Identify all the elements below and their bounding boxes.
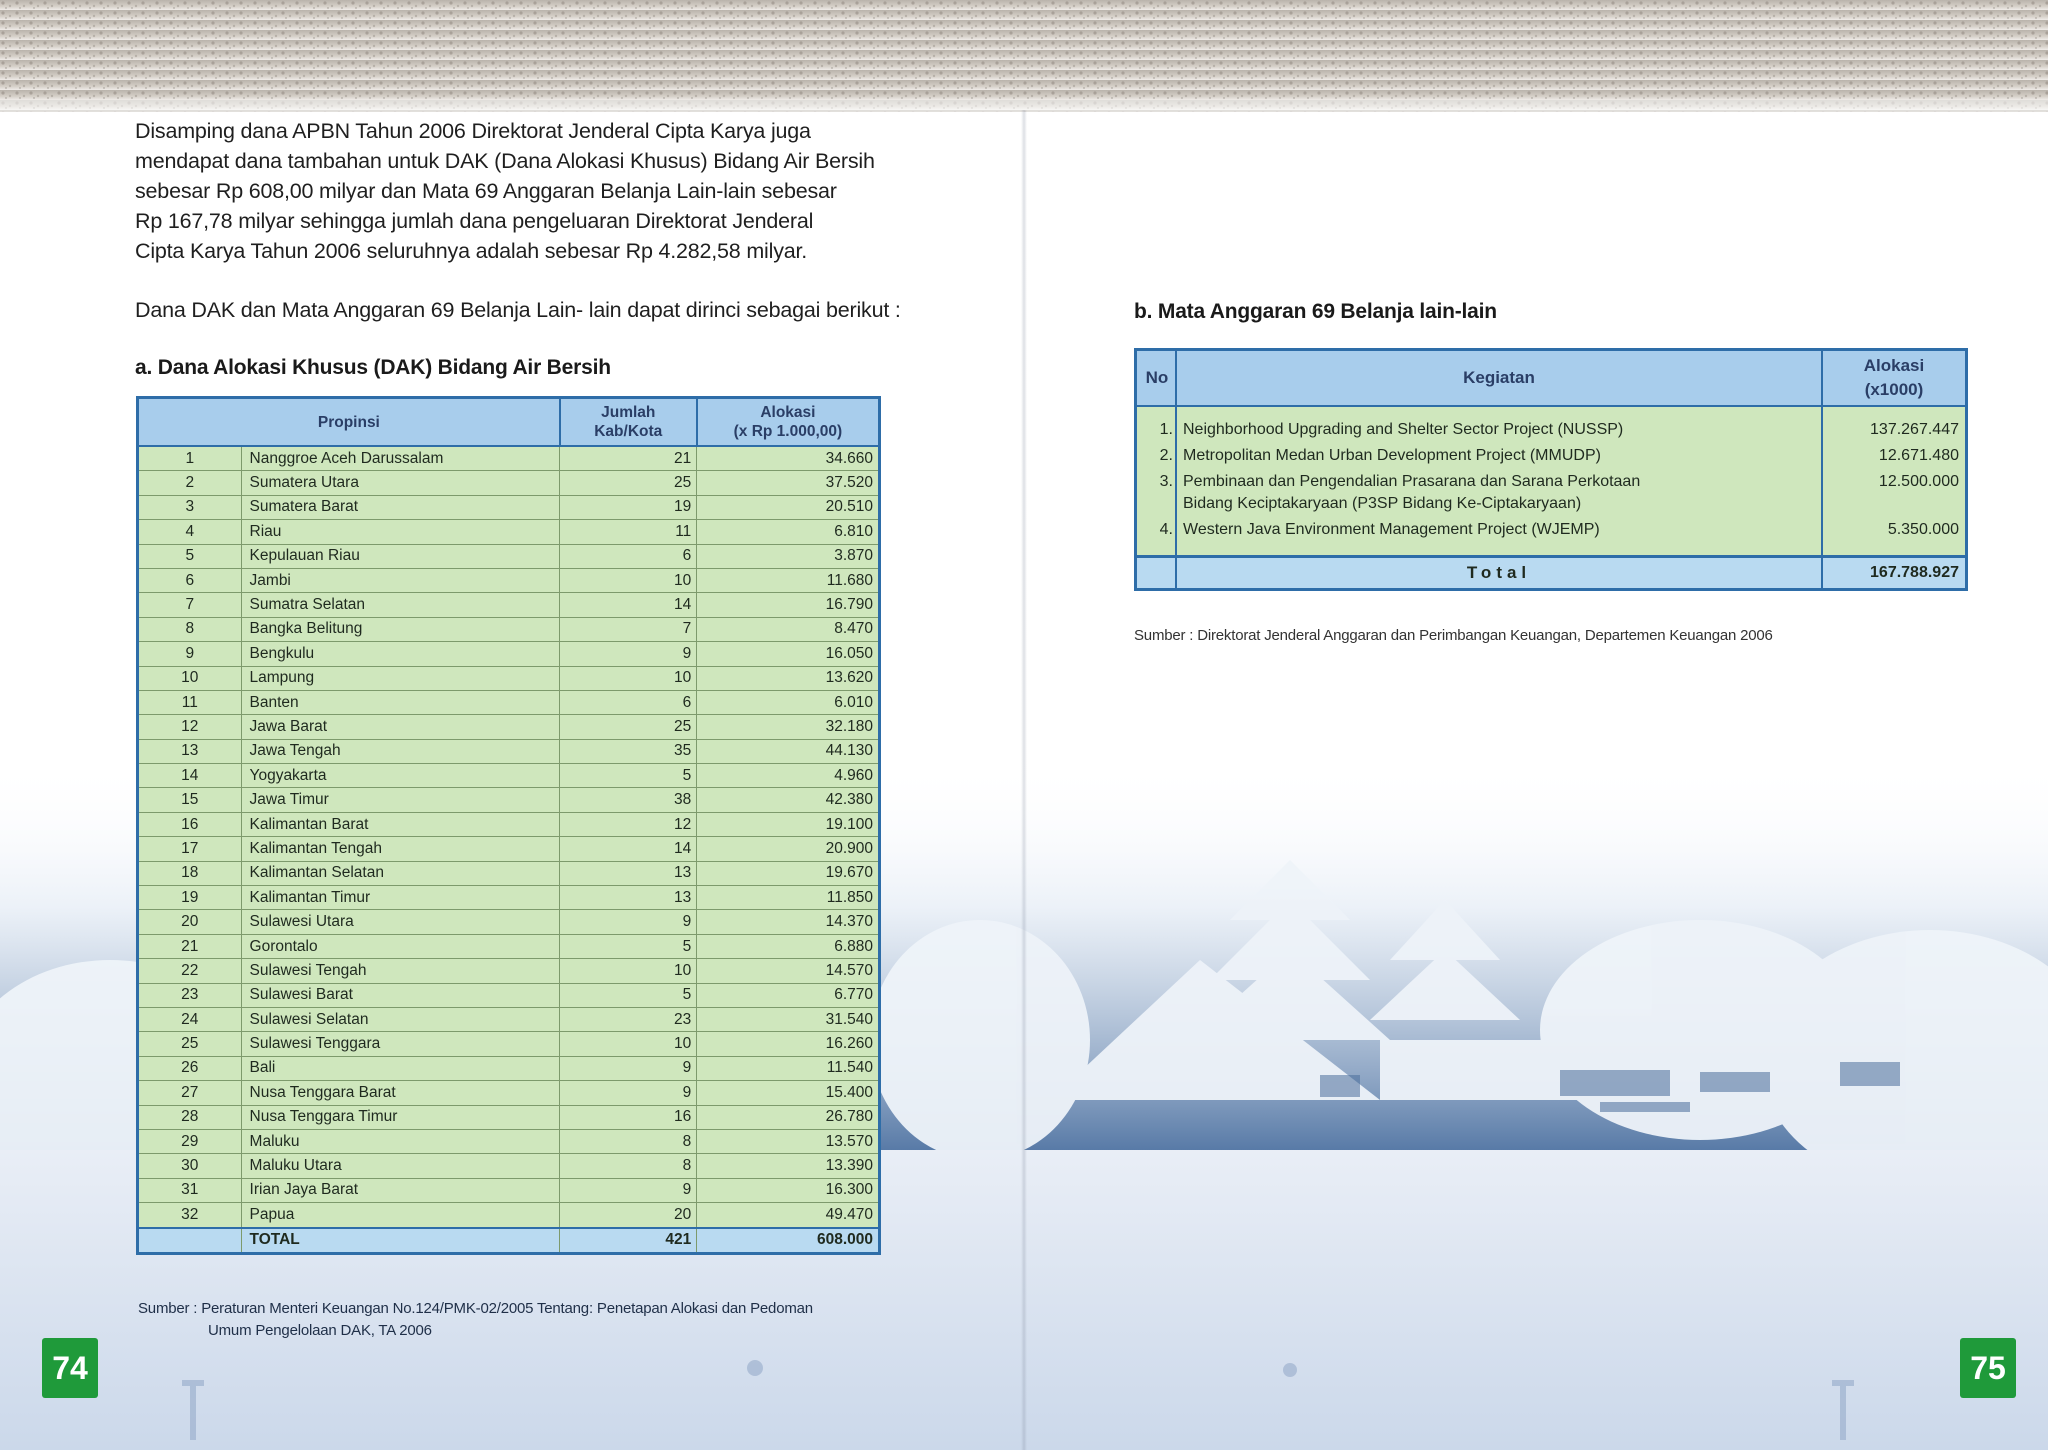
header-alokasi xyxy=(697,398,880,447)
row-propinsi: Lampung xyxy=(241,666,560,690)
row-alokasi: 26.780 xyxy=(697,1105,880,1129)
row-jumlah: 6 xyxy=(560,690,697,714)
row-jumlah: 14 xyxy=(560,593,697,617)
row-propinsi: Jawa Timur xyxy=(241,788,560,812)
row-alokasi: 11.680 xyxy=(697,568,880,592)
row-alokasi: 4.960 xyxy=(697,764,880,788)
table-row xyxy=(1136,469,1967,517)
row-alokasi: 5.350.000 xyxy=(1822,517,1967,557)
row-alokasi: 16.260 xyxy=(697,1032,880,1056)
intro-line: sebesar Rp 608,00 milyar dan Mata 69 Anggaran Belanja Lain-lain sebesar xyxy=(135,179,837,203)
belanja-table-header xyxy=(1136,350,1967,407)
row-kegiatan-line1: Metropolitan Medan Urban Development Project (MMUDP) xyxy=(1183,447,1601,464)
row-alokasi: 6.770 xyxy=(697,983,880,1007)
row-no: 5 xyxy=(138,544,242,568)
total-spacer xyxy=(1136,557,1177,590)
row-no: 23 xyxy=(138,983,242,1007)
row-no: 7 xyxy=(138,593,242,617)
table-row xyxy=(138,959,880,983)
table-row xyxy=(138,1032,880,1056)
table-row xyxy=(138,617,880,641)
row-propinsi: Sulawesi Tenggara xyxy=(241,1032,560,1056)
row-propinsi: Sumatera Utara xyxy=(241,471,560,495)
dak-table xyxy=(136,396,881,1255)
row-no: 12 xyxy=(138,715,242,739)
row-no: 2 xyxy=(138,471,242,495)
row-propinsi: Nusa Tenggara Barat xyxy=(241,1081,560,1105)
table-row xyxy=(138,812,880,836)
row-jumlah: 8 xyxy=(560,1129,697,1153)
section-b-title: b. Mata Anggaran 69 Belanja lain-lain xyxy=(1134,300,1497,323)
row-propinsi: Kalimantan Barat xyxy=(241,812,560,836)
total-label: Total xyxy=(1176,557,1822,590)
row-jumlah: 9 xyxy=(560,910,697,934)
row-alokasi: 42.380 xyxy=(697,788,880,812)
row-kegiatan-line2: Bidang Keciptakaryaan (P3SP Bidang Ke-Ciptakaryaan) xyxy=(1183,495,1582,512)
row-propinsi: Sulawesi Selatan xyxy=(241,1007,560,1031)
section-a-title: a. Dana Alokasi Khusus (DAK) Bidang Air Bersih xyxy=(135,356,611,379)
row-no: 20 xyxy=(138,910,242,934)
row-jumlah: 7 xyxy=(560,617,697,641)
table-row xyxy=(138,934,880,958)
dak-table-header xyxy=(138,398,880,447)
row-no: 1. xyxy=(1136,417,1177,443)
row-jumlah: 35 xyxy=(560,739,697,763)
total-row xyxy=(1136,557,1967,590)
row-jumlah: 11 xyxy=(560,520,697,544)
row-jumlah: 16 xyxy=(560,1105,697,1129)
table-row xyxy=(1136,417,1967,443)
row-propinsi: Kalimantan Selatan xyxy=(241,861,560,885)
row-kegiatan xyxy=(1176,469,1822,517)
row-kegiatan xyxy=(1176,417,1822,443)
row-alokasi: 16.050 xyxy=(697,642,880,666)
row-no: 21 xyxy=(138,934,242,958)
row-no: 3. xyxy=(1136,469,1177,517)
row-alokasi: 8.470 xyxy=(697,617,880,641)
row-propinsi: Jawa Tengah xyxy=(241,739,560,763)
row-kegiatan-line1: Western Java Environment Management Project (WJEMP) xyxy=(1183,521,1600,538)
row-kegiatan-line1: Neighborhood Upgrading and Shelter Sector Project (NUSSP) xyxy=(1183,421,1624,438)
row-alokasi: 34.660 xyxy=(697,446,880,471)
spacer-cell xyxy=(1136,406,1177,417)
table-row xyxy=(138,1007,880,1031)
row-no: 30 xyxy=(138,1154,242,1178)
row-no: 6 xyxy=(138,568,242,592)
row-no: 3 xyxy=(138,495,242,519)
source-a-line1: Sumber : Peraturan Menteri Keuangan No.124/PMK-02/2005 Tentang: Penetapan Alokasi dan Pedoman xyxy=(138,1300,813,1317)
row-no: 18 xyxy=(138,861,242,885)
page-number-left: 74 xyxy=(42,1338,98,1398)
row-alokasi: 6.810 xyxy=(697,520,880,544)
row-alokasi: 16.300 xyxy=(697,1178,880,1202)
row-alokasi: 14.370 xyxy=(697,910,880,934)
row-no: 26 xyxy=(138,1056,242,1080)
row-jumlah: 19 xyxy=(560,495,697,519)
row-alokasi: 31.540 xyxy=(697,1007,880,1031)
row-no: 24 xyxy=(138,1007,242,1031)
row-alokasi: 19.670 xyxy=(697,861,880,885)
table-row xyxy=(138,666,880,690)
row-no: 11 xyxy=(138,690,242,714)
total-alokasi: 167.788.927 xyxy=(1822,557,1967,590)
row-alokasi: 6.880 xyxy=(697,934,880,958)
row-no: 31 xyxy=(138,1178,242,1202)
table-row xyxy=(138,1203,880,1228)
row-jumlah: 14 xyxy=(560,837,697,861)
row-propinsi: Riau xyxy=(241,520,560,544)
header-alokasi-b xyxy=(1822,350,1967,407)
row-no: 4. xyxy=(1136,517,1177,557)
table-row xyxy=(138,690,880,714)
row-jumlah: 13 xyxy=(560,886,697,910)
row-jumlah: 20 xyxy=(560,1203,697,1228)
row-no: 25 xyxy=(138,1032,242,1056)
row-alokasi: 13.390 xyxy=(697,1154,880,1178)
row-jumlah: 10 xyxy=(560,959,697,983)
belanja-table-body xyxy=(1136,406,1967,590)
table-row xyxy=(138,471,880,495)
lead-text: Dana DAK dan Mata Anggaran 69 Belanja Lain- lain dapat dirinci sebagai berikut : xyxy=(135,298,901,322)
row-propinsi: Kalimantan Tengah xyxy=(241,837,560,861)
header-alokasi-line1: Alokasi xyxy=(760,404,816,421)
row-propinsi: Bali xyxy=(241,1056,560,1080)
total-row xyxy=(138,1228,880,1254)
row-jumlah: 9 xyxy=(560,1056,697,1080)
row-propinsi: Nanggroe Aceh Darussalam xyxy=(241,446,560,471)
row-propinsi: Sulawesi Tengah xyxy=(241,959,560,983)
total-spacer xyxy=(138,1228,242,1254)
intro-line: mendapat dana tambahan untuk DAK (Dana Alokasi Khusus) Bidang Air Bersih xyxy=(135,149,875,173)
table-row xyxy=(1136,443,1967,469)
row-no: 8 xyxy=(138,617,242,641)
row-no: 10 xyxy=(138,666,242,690)
row-no: 28 xyxy=(138,1105,242,1129)
row-no: 19 xyxy=(138,886,242,910)
row-jumlah: 38 xyxy=(560,788,697,812)
row-no: 27 xyxy=(138,1081,242,1105)
row-propinsi: Irian Jaya Barat xyxy=(241,1178,560,1202)
row-propinsi: Yogyakarta xyxy=(241,764,560,788)
row-propinsi: Kalimantan Timur xyxy=(241,886,560,910)
row-no: 22 xyxy=(138,959,242,983)
row-alokasi: 19.100 xyxy=(697,812,880,836)
row-no: 29 xyxy=(138,1129,242,1153)
row-jumlah: 9 xyxy=(560,642,697,666)
row-jumlah: 25 xyxy=(560,715,697,739)
row-propinsi: Papua xyxy=(241,1203,560,1228)
intro-line: Disamping dana APBN Tahun 2006 Direktorat Jenderal Cipta Karya juga xyxy=(135,119,811,143)
row-propinsi: Sumatra Selatan xyxy=(241,593,560,617)
row-kegiatan xyxy=(1176,517,1822,557)
row-propinsi: Bangka Belitung xyxy=(241,617,560,641)
table-row xyxy=(138,642,880,666)
row-no: 1 xyxy=(138,446,242,471)
row-no: 13 xyxy=(138,739,242,763)
table-row xyxy=(138,886,880,910)
row-propinsi: Sulawesi Barat xyxy=(241,983,560,1007)
row-jumlah: 5 xyxy=(560,934,697,958)
page-gutter xyxy=(1021,110,1027,1450)
row-no: 16 xyxy=(138,812,242,836)
row-no: 32 xyxy=(138,1203,242,1228)
row-propinsi: Sulawesi Utara xyxy=(241,910,560,934)
table-row xyxy=(138,1081,880,1105)
row-alokasi: 13.570 xyxy=(697,1129,880,1153)
row-jumlah: 10 xyxy=(560,1032,697,1056)
header-alokasi-b-line1: Alokasi xyxy=(1863,356,1925,375)
header-no: No xyxy=(1136,350,1177,407)
row-no: 14 xyxy=(138,764,242,788)
row-no: 4 xyxy=(138,520,242,544)
header-jumlah-line2: Kab/Kota xyxy=(594,423,663,440)
table-row xyxy=(138,1129,880,1153)
table-row xyxy=(138,861,880,885)
source-b: Sumber : Direktorat Jenderal Anggaran dan Perimbangan Keuangan, Departemen Keuangan 2006 xyxy=(1134,627,1773,644)
row-jumlah: 5 xyxy=(560,983,697,1007)
row-no: 17 xyxy=(138,837,242,861)
row-alokasi: 12.500.000 xyxy=(1822,469,1967,517)
row-jumlah: 23 xyxy=(560,1007,697,1031)
row-alokasi: 16.790 xyxy=(697,593,880,617)
row-propinsi: Nusa Tenggara Timur xyxy=(241,1105,560,1129)
row-jumlah: 13 xyxy=(560,861,697,885)
table-row xyxy=(138,544,880,568)
table-row xyxy=(138,520,880,544)
row-kegiatan-line1: Pembinaan dan Pengendalian Prasarana dan Sarana Perkotaan xyxy=(1183,473,1641,490)
row-jumlah: 21 xyxy=(560,446,697,471)
table-row xyxy=(138,764,880,788)
header-alokasi-b-line2: (x1000) xyxy=(1864,380,1924,399)
header-jumlah-line1: Jumlah xyxy=(601,404,656,421)
row-alokasi: 11.850 xyxy=(697,886,880,910)
row-propinsi: Jawa Barat xyxy=(241,715,560,739)
row-alokasi: 32.180 xyxy=(697,715,880,739)
table-row xyxy=(138,1154,880,1178)
row-jumlah: 10 xyxy=(560,666,697,690)
row-jumlah: 25 xyxy=(560,471,697,495)
row-alokasi: 14.570 xyxy=(697,959,880,983)
table-row xyxy=(138,1056,880,1080)
total-jumlah: 421 xyxy=(560,1228,697,1254)
row-no: 2. xyxy=(1136,443,1177,469)
table-row xyxy=(138,788,880,812)
row-propinsi: Gorontalo xyxy=(241,934,560,958)
source-a-line2: Umum Pengelolaan DAK, TA 2006 xyxy=(208,1322,432,1339)
table-row xyxy=(138,983,880,1007)
row-jumlah: 5 xyxy=(560,764,697,788)
row-kegiatan xyxy=(1176,443,1822,469)
row-propinsi: Maluku xyxy=(241,1129,560,1153)
row-alokasi: 12.671.480 xyxy=(1822,443,1967,469)
belanja-table xyxy=(1134,348,1968,591)
header-jumlah xyxy=(560,398,697,447)
row-jumlah: 8 xyxy=(560,1154,697,1178)
row-jumlah: 9 xyxy=(560,1178,697,1202)
row-alokasi: 37.520 xyxy=(697,471,880,495)
row-alokasi: 6.010 xyxy=(697,690,880,714)
intro-line: Cipta Karya Tahun 2006 seluruhnya adalah sebesar Rp 4.282,58 milyar. xyxy=(135,239,808,263)
row-propinsi: Jambi xyxy=(241,568,560,592)
page-number-right: 75 xyxy=(1960,1338,2016,1398)
source-a xyxy=(138,1298,898,1342)
row-alokasi: 13.620 xyxy=(697,666,880,690)
header-propinsi: Propinsi xyxy=(138,398,560,447)
spacer-cell xyxy=(1176,406,1822,417)
header-alokasi-line2: (x Rp 1.000,00) xyxy=(733,423,843,440)
table-row xyxy=(1136,517,1967,557)
row-propinsi: Sumatera Barat xyxy=(241,495,560,519)
table-row xyxy=(138,910,880,934)
total-alokasi: 608.000 xyxy=(697,1228,880,1254)
table-row xyxy=(138,1178,880,1202)
row-no: 15 xyxy=(138,788,242,812)
table-row xyxy=(138,495,880,519)
row-jumlah: 10 xyxy=(560,568,697,592)
intro-line: Rp 167,78 milyar sehingga jumlah dana pengeluaran Direktorat Jenderal xyxy=(135,209,814,233)
table-row xyxy=(138,739,880,763)
dak-table-body xyxy=(138,446,880,1253)
row-alokasi: 11.540 xyxy=(697,1056,880,1080)
table-row xyxy=(138,593,880,617)
row-alokasi: 49.470 xyxy=(697,1203,880,1228)
table-row xyxy=(138,1105,880,1129)
row-alokasi: 15.400 xyxy=(697,1081,880,1105)
table-row xyxy=(138,715,880,739)
row-jumlah: 9 xyxy=(560,1081,697,1105)
spacer-row xyxy=(1136,406,1967,417)
row-jumlah: 6 xyxy=(560,544,697,568)
row-propinsi: Maluku Utara xyxy=(241,1154,560,1178)
row-propinsi: Banten xyxy=(241,690,560,714)
row-jumlah: 12 xyxy=(560,812,697,836)
row-propinsi: Bengkulu xyxy=(241,642,560,666)
table-row xyxy=(138,568,880,592)
row-alokasi: 20.510 xyxy=(697,495,880,519)
row-alokasi: 137.267.447 xyxy=(1822,417,1967,443)
row-no: 9 xyxy=(138,642,242,666)
intro-paragraph xyxy=(135,116,975,266)
row-propinsi: Kepulauan Riau xyxy=(241,544,560,568)
row-alokasi: 20.900 xyxy=(697,837,880,861)
row-alokasi: 3.870 xyxy=(697,544,880,568)
spacer-cell xyxy=(1822,406,1967,417)
table-row xyxy=(138,446,880,471)
total-label: TOTAL xyxy=(241,1228,560,1254)
header-kegiatan: Kegiatan xyxy=(1176,350,1822,407)
row-alokasi: 44.130 xyxy=(697,739,880,763)
table-row xyxy=(138,837,880,861)
